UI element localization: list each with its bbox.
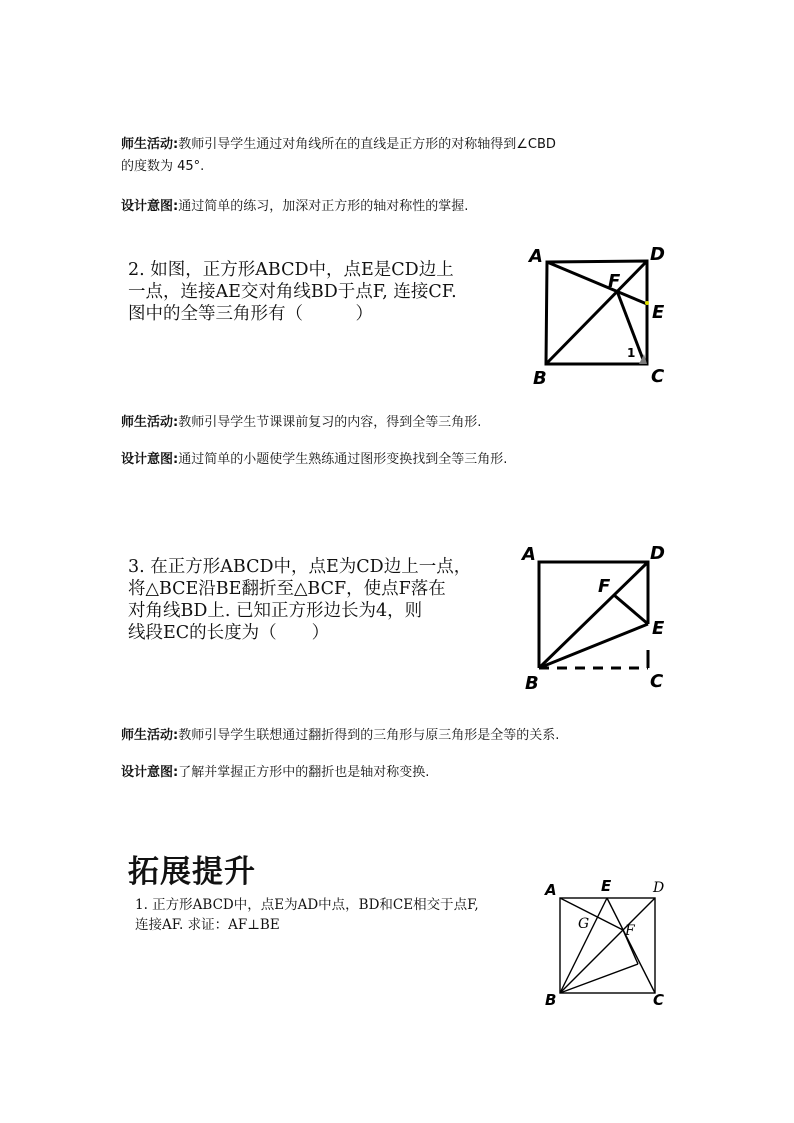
activity-paragraph-2: 师生活动:教师引导学生节课课前复习的内容，得到全等三角形. — [121, 415, 482, 430]
label-angle-1: 1 — [627, 346, 636, 360]
point-e-dot — [645, 301, 649, 305]
activity-paragraph-1: 师生活动:教师引导学生通过对角线所在的直线是正方形的对称轴得到∠CBD 的度数为 45°. — [121, 134, 556, 178]
label-a: A — [522, 544, 536, 565]
activity-text: 教师引导学生通过对角线所在的直线是正方形的对称轴得到∠CBD — [178, 137, 556, 152]
activity-text-line2: 的度数为 45°. — [121, 159, 205, 174]
problem-3-text: 3. 在正方形ABCD中，点E为CD边上一点， 将△BCE沿BE翻折至△BCF，使点F落在 对角线BD上. 已知正方形边长为4，则 线段EC的长度为（ ） — [128, 557, 472, 643]
segment-af — [560, 898, 623, 930]
label-b: B — [533, 368, 547, 389]
figure-lines — [539, 562, 648, 668]
intent-paragraph-1: 设计意图:通过简单的练习，加深对正方形的轴对称性的掌握. — [121, 199, 469, 214]
label-f: F — [625, 923, 635, 939]
activity-label: 师生活动 — [121, 415, 174, 430]
extension-figure — [540, 872, 680, 1012]
label-b: B — [545, 991, 557, 1009]
intent-label: 设计意图 — [121, 765, 174, 780]
extension-problem-text: 1. 正方形ABCD中，点E为AD中点，BD和CE相交于点F, 连接AF. 求证：AF⊥BE — [135, 897, 479, 933]
segment-ae — [547, 262, 647, 304]
label-e: E — [601, 877, 612, 895]
problem-2-figure — [520, 240, 680, 390]
label-f: F — [598, 576, 611, 597]
intent-label: 设计意图 — [121, 199, 174, 214]
diagonal-bd — [560, 898, 655, 993]
label-c: C — [650, 671, 664, 692]
label-e: E — [652, 618, 665, 639]
activity-text: 教师引导学生联想通过翻折得到的三角形与原三角形是全等的关系. — [178, 728, 560, 743]
segment-ce — [607, 898, 655, 993]
label-c: C — [651, 366, 665, 387]
label-e: E — [652, 302, 665, 323]
figure-lines — [560, 898, 655, 993]
activity-text: 教师引导学生节课课前复习的内容，得到全等三角形. — [178, 415, 482, 430]
activity-label: 师生活动 — [121, 137, 174, 152]
intent-paragraph-3: 设计意图:了解并掌握正方形中的翻折也是轴对称变换. — [121, 765, 430, 780]
label-d: D — [653, 880, 665, 896]
intent-label: 设计意图 — [121, 452, 174, 467]
problem-3-figure — [518, 540, 678, 695]
intent-paragraph-2: 设计意图:通过简单的小题使学生熟练通过图形变换找到全等三角形. — [121, 452, 508, 467]
segment-fe — [614, 595, 648, 624]
activity-paragraph-3: 师生活动:教师引导学生联想通过翻折得到的三角形与原三角形是全等的关系. — [121, 728, 560, 743]
intent-text: 通过简单的小题使学生熟练通过图形变换找到全等三角形. — [178, 452, 508, 467]
label-c: C — [653, 991, 665, 1009]
activity-label: 师生活动 — [121, 728, 174, 743]
label-g: G — [578, 916, 590, 932]
intent-text: 通过简单的练习，加深对正方形的轴对称性的掌握. — [178, 199, 469, 214]
label-a: A — [545, 881, 557, 899]
label-a: A — [529, 246, 543, 267]
diagonal-bd — [539, 562, 648, 668]
label-d: D — [650, 543, 665, 564]
problem-2-text: 2. 如图，正方形ABCD中，点E是CD边上 一点，连接AE交对角线BD于点F, 连接CF. 图中的全等三角形有（ ） — [128, 260, 457, 324]
label-b: B — [525, 673, 539, 694]
label-f: F — [608, 271, 621, 292]
label-d: D — [650, 244, 665, 265]
segment-be — [539, 624, 648, 668]
intent-text: 了解并掌握正方形中的翻折也是轴对称变换. — [178, 765, 430, 780]
section-heading: 拓展提升 — [128, 854, 256, 890]
